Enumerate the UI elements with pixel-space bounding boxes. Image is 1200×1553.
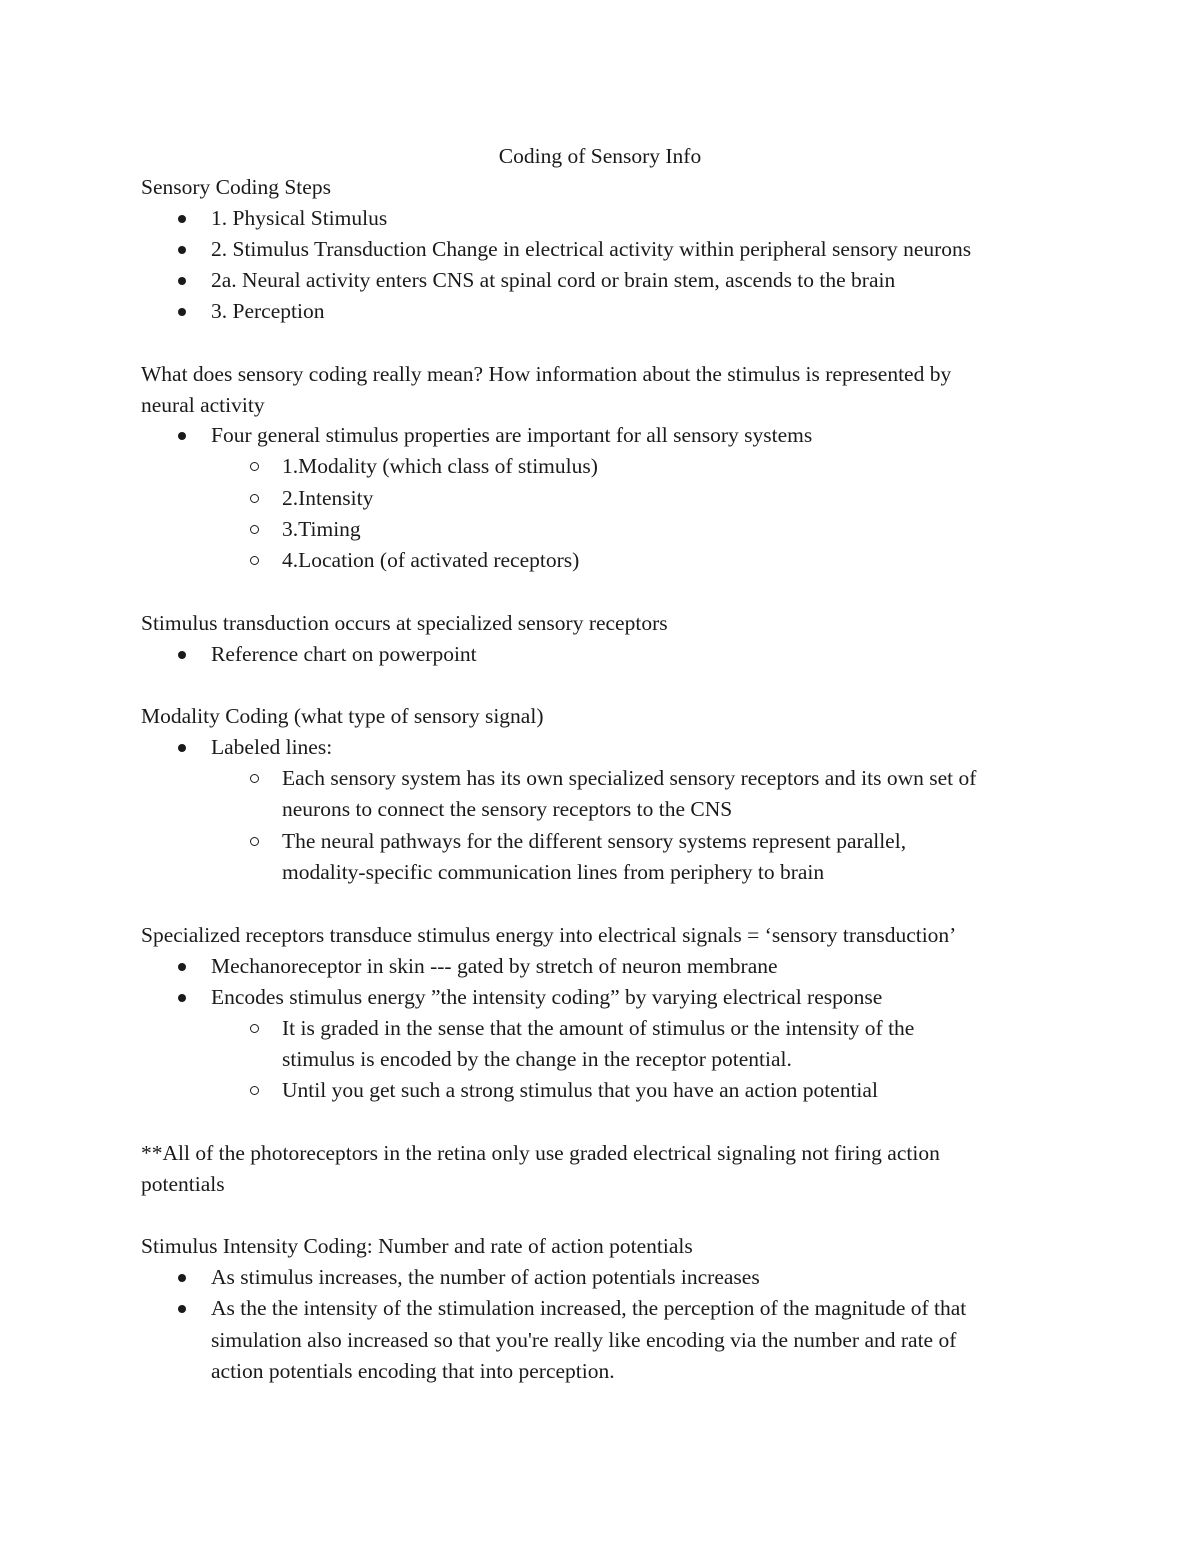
paragraph-line: potentials [141, 1172, 225, 1196]
sub-list-item-continued: modality-specific communication lines from periphery to brain [282, 860, 825, 884]
bullet-icon [178, 215, 186, 223]
section-heading: Sensory Coding Steps [141, 175, 331, 199]
circle-bullet-icon [250, 1024, 259, 1033]
circle-bullet-icon [250, 494, 259, 503]
circle-bullet-icon [250, 525, 259, 534]
bullet-icon [178, 744, 186, 752]
bullet-icon [178, 308, 186, 316]
paragraph-line: **All of the photoreceptors in the retina only use graded electrical signaling not firing action [141, 1141, 940, 1165]
sub-list-item: Each sensory system has its own specialized sensory receptors and its own set of [282, 766, 977, 790]
section-heading: Modality Coding (what type of sensory signal) [141, 704, 544, 728]
sub-list-item: 2.Intensity [282, 486, 374, 510]
list-item: 2a. Neural activity enters CNS at spinal cord or brain stem, ascends to the brain [211, 268, 896, 292]
bullet-icon [178, 994, 186, 1002]
list-item: 2. Stimulus Transduction Change in electrical activity within peripheral sensory neurons [211, 237, 972, 261]
sub-list-item: 4.Location (of activated receptors) [282, 548, 580, 572]
sub-list-item-continued: neurons to connect the sensory receptors to the CNS [282, 797, 733, 821]
section-heading: Stimulus Intensity Coding: Number and rate of action potentials [141, 1234, 693, 1258]
circle-bullet-icon [250, 837, 259, 846]
bullet-icon [178, 963, 186, 971]
bullet-icon [178, 1274, 186, 1282]
circle-bullet-icon [250, 1086, 259, 1095]
list-item: Reference chart on powerpoint [211, 642, 477, 666]
list-item: Labeled lines: [211, 735, 333, 759]
bullet-icon [178, 651, 186, 659]
list-item: 1. Physical Stimulus [211, 206, 388, 230]
bullet-icon [178, 277, 186, 285]
sub-list-item: 1.Modality (which class of stimulus) [282, 454, 598, 478]
sub-list-item: Until you get such a strong stimulus that you have an action potential [282, 1078, 878, 1102]
section-heading: Stimulus transduction occurs at specialized sensory receptors [141, 611, 668, 635]
section-heading: Specialized receptors transduce stimulus energy into electrical signals = ‘sensory transduction’ [141, 923, 957, 947]
paragraph-line: What does sensory coding really mean? How information about the stimulus is represented by [141, 362, 952, 386]
sub-list-item: It is graded in the sense that the amount of stimulus or the intensity of the [282, 1016, 915, 1040]
circle-bullet-icon [250, 556, 259, 565]
list-item: 3. Perception [211, 299, 325, 323]
page-title: Coding of Sensory Info [498, 144, 702, 168]
list-item: Mechanoreceptor in skin --- gated by stretch of neuron membrane [211, 954, 778, 978]
circle-bullet-icon [250, 774, 259, 783]
list-item-continued: action potentials encoding that into perception. [211, 1359, 615, 1383]
sub-list-item: The neural pathways for the different sensory systems represent parallel, [282, 829, 907, 853]
paragraph-line: neural activity [141, 393, 265, 417]
list-item: As the the intensity of the stimulation increased, the perception of the magnitude of that [211, 1296, 967, 1320]
sub-list-item: 3.Timing [282, 517, 361, 541]
bullet-icon [178, 1305, 186, 1313]
bullet-icon [178, 246, 186, 254]
sub-list-item-continued: stimulus is encoded by the change in the receptor potential. [282, 1047, 792, 1071]
list-item: Encodes stimulus energy ”the intensity coding” by varying electrical response [211, 985, 883, 1009]
list-item-continued: simulation also increased so that you're really like encoding via the number and rate of [211, 1328, 957, 1352]
list-item: As stimulus increases, the number of action potentials increases [211, 1265, 760, 1289]
circle-bullet-icon [250, 462, 259, 471]
bullet-icon [178, 432, 186, 440]
list-item: Four general stimulus properties are important for all sensory systems [211, 423, 813, 447]
